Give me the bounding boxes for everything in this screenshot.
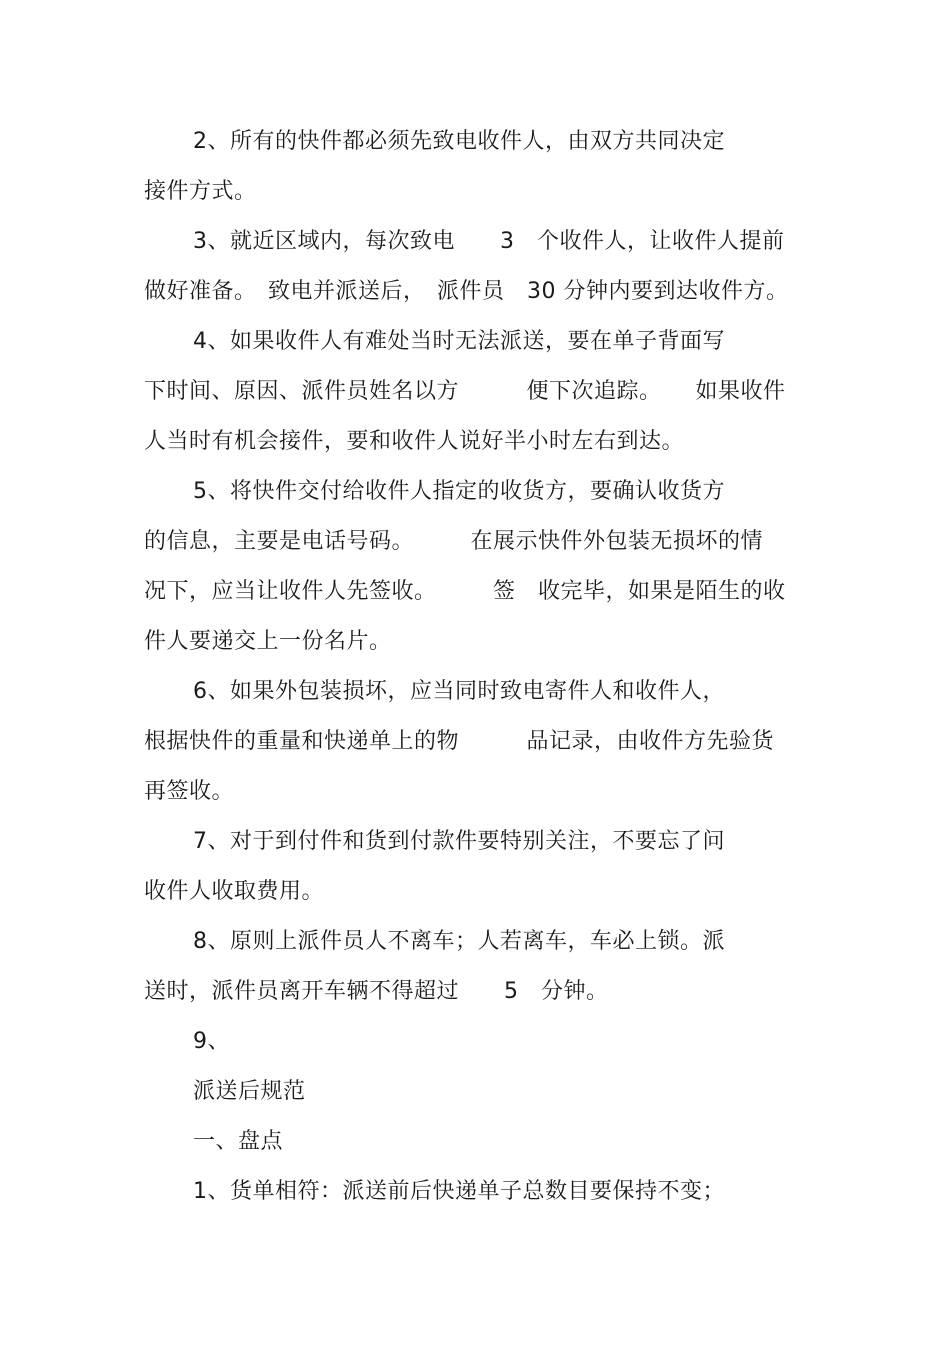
text-line: 7、对于到付件和货到付款件要特别关注，不要忘了问 xyxy=(193,829,725,854)
text-line: 8、原则上派件员人不离车；人若离车，车必上锁。派 xyxy=(193,929,725,954)
text-line: 送时，派件员离开车辆不得超过 5 分钟。 xyxy=(144,979,609,1004)
text-line: 接件方式。 xyxy=(144,179,257,204)
text-line: 根据快件的重量和快递单上的物 品记录，由收件方先验货 xyxy=(144,729,775,754)
text-line: 4、如果收件人有难处当时无法派送，要在单子背面写 xyxy=(193,329,725,354)
text-line: 1、货单相符：派送前后快递单子总数目要保持不变； xyxy=(193,1179,725,1204)
text-line: 件人要递交上一份名片。 xyxy=(144,629,392,654)
text-line: 况下，应当让收件人先签收。 签 收完毕，如果是陌生的收 xyxy=(144,579,786,604)
text-line: 的信息，主要是电话号码。 在展示快件外包装无损坏的情 xyxy=(144,529,764,554)
text-line: 9、 xyxy=(193,1029,230,1054)
text-line: 2、所有的快件都必须先致电收件人，由双方共同决定 xyxy=(193,129,725,154)
text-line: 收件人收取费用。 xyxy=(144,879,325,904)
text-line: 再签收。 xyxy=(144,779,235,804)
text-line: 6、如果外包装损坏，应当同时致电寄件人和收件人， xyxy=(193,679,725,704)
text-line: 5、将快件交付给收件人指定的收货方，要确认收货方 xyxy=(193,479,725,504)
text-line: 下时间、原因、派件员姓名以方 便下次追踪。 如果收件 xyxy=(144,379,786,404)
text-line: 人当时有机会接件，要和收件人说好半小时左右到达。 xyxy=(144,429,685,454)
text-line: 3、就近区域内，每次致电 3 个收件人，让收件人提前 xyxy=(193,229,785,254)
subsection-heading: 一、盘点 xyxy=(193,1129,284,1154)
text-line: 做好准备。 致电并派送后， 派件员 30 分钟内要到达收件方。 xyxy=(144,279,789,304)
section-heading: 派送后规范 xyxy=(193,1079,306,1104)
